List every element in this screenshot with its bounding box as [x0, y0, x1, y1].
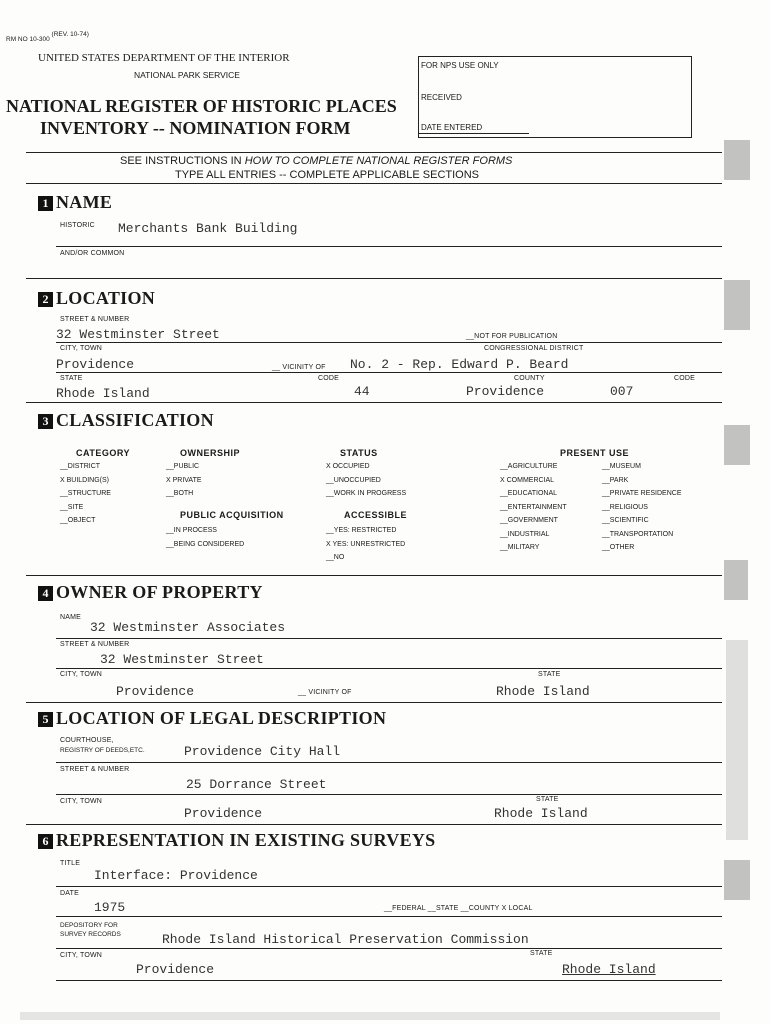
common-label: AND/OR COMMON: [60, 250, 125, 257]
present-use-option: __AGRICULTURE: [500, 463, 558, 470]
congressional-district: No. 2 - Rep. Edward P. Beard: [350, 357, 569, 372]
present-use-option: __ENTERTAINMENT: [500, 503, 567, 511]
survey-city: Providence: [136, 962, 215, 977]
survey-title: Interface: Providence: [94, 868, 258, 883]
category-list: [60, 460, 111, 528]
section-5-heading: 5 LOCATION OF LEGAL DESCRIPTION: [38, 708, 386, 729]
present-use-option: __SCIENTIFIC: [602, 517, 649, 524]
county-code-label: CODE: [674, 375, 696, 382]
present-use-option: __MUSEUM: [602, 463, 641, 470]
depository: Rhode Island Historical Preservation Commission: [162, 932, 529, 947]
ownership-option: __BOTH: [166, 490, 194, 497]
location-street: 32 Westminster Street: [56, 327, 220, 342]
county-label: COUNTY: [514, 375, 545, 382]
nps-box-title: FOR NPS USE ONLY: [421, 61, 499, 70]
present-use-option: __MILITARY: [500, 544, 540, 551]
instructions-2: TYPE ALL ENTRIES -- COMPLETE APPLICABLE SECTIONS: [175, 169, 480, 181]
service: NATIONAL PARK SERVICE: [134, 70, 240, 80]
accessible-option: __YES: RESTRICTED: [326, 527, 397, 534]
owner-street-label: STREET & NUMBER: [60, 641, 130, 648]
form-number: RM NO 10-300 (REV. 10-74): [6, 31, 89, 43]
historic-name: Merchants Bank Building: [118, 221, 298, 236]
nps-use-box: [418, 56, 692, 138]
category-head: CATEGORY: [76, 448, 131, 458]
section-1-heading: 1 NAME: [38, 192, 112, 213]
present-use-option: __OTHER: [602, 544, 635, 551]
state-code-label: CODE: [318, 375, 340, 382]
department: UNITED STATES DEPARTMENT OF THE INTERIOR: [38, 52, 290, 64]
state-code: 44: [354, 384, 370, 399]
present-use-option: __TRANSPORTATION: [602, 530, 674, 538]
county-code: 007: [610, 384, 634, 399]
category-option: __DISTRICT: [60, 463, 101, 470]
survey-title-label: TITLE: [60, 860, 81, 867]
ownership-option: __PUBLIC: [166, 463, 200, 470]
owner-name-label: NAME: [60, 614, 82, 621]
owner-vicinity-of: __ VICINITY OF: [298, 689, 352, 696]
scan-artifact-right: [724, 425, 750, 465]
owner-city: Providence: [116, 684, 195, 699]
legal-street: 25 Dorrance Street: [186, 777, 327, 792]
present-use-option: __RELIGIOUS: [602, 503, 648, 511]
location-state: Rhode Island: [56, 386, 150, 401]
present-use-option: __GOVERNMENT: [500, 517, 558, 524]
courthouse-label: COURTHOUSE,: [60, 737, 114, 744]
accessible-option: __NO: [326, 554, 345, 561]
section-3-heading: 3 CLASSIFICATION: [38, 410, 214, 431]
owner-street: 32 Westminster Street: [100, 652, 264, 667]
owner-name: 32 Westminster Associates: [90, 620, 286, 635]
depository-label-2: SURVEY RECORDS: [60, 931, 121, 938]
status-list: [326, 460, 406, 501]
acquisition-list: [166, 524, 244, 551]
location-city: Providence: [56, 357, 135, 372]
ownership-option: X PRIVATE: [166, 476, 202, 484]
status-option: __UNOCCUPIED: [326, 476, 381, 484]
present-use-option: __PARK: [602, 476, 629, 484]
nps-date-entered: DATE ENTERED: [421, 123, 483, 132]
owner-city-label: CITY, TOWN: [60, 671, 103, 678]
ownership-list: [166, 460, 202, 501]
accessible-list: [326, 524, 405, 565]
survey-levels: __FEDERAL __STATE __COUNTY X LOCAL: [384, 905, 533, 912]
present-use-head: PRESENT USE: [560, 448, 630, 458]
scan-artifact-right: [724, 280, 750, 330]
form-title-2: INVENTORY -- NOMINATION FORM: [40, 118, 351, 138]
accessible-option: X YES: UNRESTRICTED: [326, 540, 406, 548]
county: Providence: [466, 384, 545, 399]
legal-city: Providence: [184, 806, 263, 821]
registry-label: REGISTRY OF DEEDS,ETC.: [60, 747, 145, 754]
present-use-option: __INDUSTRIAL: [500, 530, 550, 538]
section-2-heading: 2 LOCATION: [38, 288, 155, 309]
present-use-option: X COMMERCIAL: [500, 476, 555, 484]
category-option: X BUILDING(S): [60, 476, 110, 484]
status-option: X OCCUPIED: [326, 463, 370, 470]
category-option: __SITE: [60, 503, 84, 511]
scan-artifact-bottom: [20, 1012, 720, 1020]
scan-artifact-right: [724, 140, 750, 180]
section-4-heading: 4 OWNER OF PROPERTY: [38, 582, 263, 603]
survey-date: 1975: [94, 900, 126, 915]
survey-state-label: STATE: [530, 950, 553, 957]
scan-artifact-right: [724, 560, 748, 600]
accessible-head: ACCESSIBLE: [344, 510, 408, 520]
status-option: __WORK IN PROGRESS: [326, 490, 407, 497]
not-for-publication: __NOT FOR PUBLICATION: [466, 333, 558, 340]
instructions-1: SEE INSTRUCTIONS IN HOW TO COMPLETE NATIONAL REGISTER FORMS: [120, 155, 513, 167]
legal-state: Rhode Island: [494, 806, 588, 821]
city-label: CITY, TOWN: [60, 345, 103, 352]
present-use-option: __PRIVATE RESIDENCE: [602, 490, 682, 497]
survey-state: Rhode Island: [562, 962, 656, 977]
survey-city-label: CITY, TOWN: [60, 952, 103, 959]
status-head: STATUS: [340, 448, 378, 458]
category-option: __OBJECT: [60, 517, 96, 524]
owner-state: Rhode Island: [496, 684, 590, 699]
courthouse: Providence City Hall: [184, 744, 341, 759]
scan-artifact-right: [724, 860, 750, 900]
street-label: STREET & NUMBER: [60, 316, 130, 323]
survey-date-label: DATE: [60, 890, 79, 897]
legal-state-label: STATE: [536, 796, 559, 803]
scan-artifact-right: [726, 640, 748, 840]
present-use-col2: [602, 460, 682, 555]
form-title-1: NATIONAL REGISTER OF HISTORIC PLACES: [6, 96, 397, 116]
legal-city-label: CITY, TOWN: [60, 798, 103, 805]
section-6-heading: 6 REPRESENTATION IN EXISTING SURVEYS: [38, 830, 436, 851]
ownership-head: OWNERSHIP: [180, 448, 241, 458]
owner-state-label: STATE: [538, 671, 561, 678]
acquisition-option: __BEING CONSIDERED: [166, 540, 245, 548]
legal-street-label: STREET & NUMBER: [60, 766, 130, 773]
depository-label-1: DEPOSITORY FOR: [60, 922, 118, 929]
present-use-col1: [500, 460, 567, 555]
historic-label: HISTORIC: [60, 222, 95, 229]
state-label: STATE: [60, 375, 83, 382]
category-option: __STRUCTURE: [60, 490, 111, 497]
acquisition-option: __IN PROCESS: [166, 527, 217, 534]
acquisition-head: PUBLIC ACQUISITION: [180, 510, 284, 520]
congressional-district-label: CONGRESSIONAL DISTRICT: [484, 345, 584, 352]
vicinity-of: __ VICINITY OF: [272, 364, 326, 371]
present-use-option: __EDUCATIONAL: [500, 490, 558, 497]
nps-received: RECEIVED: [421, 93, 462, 102]
